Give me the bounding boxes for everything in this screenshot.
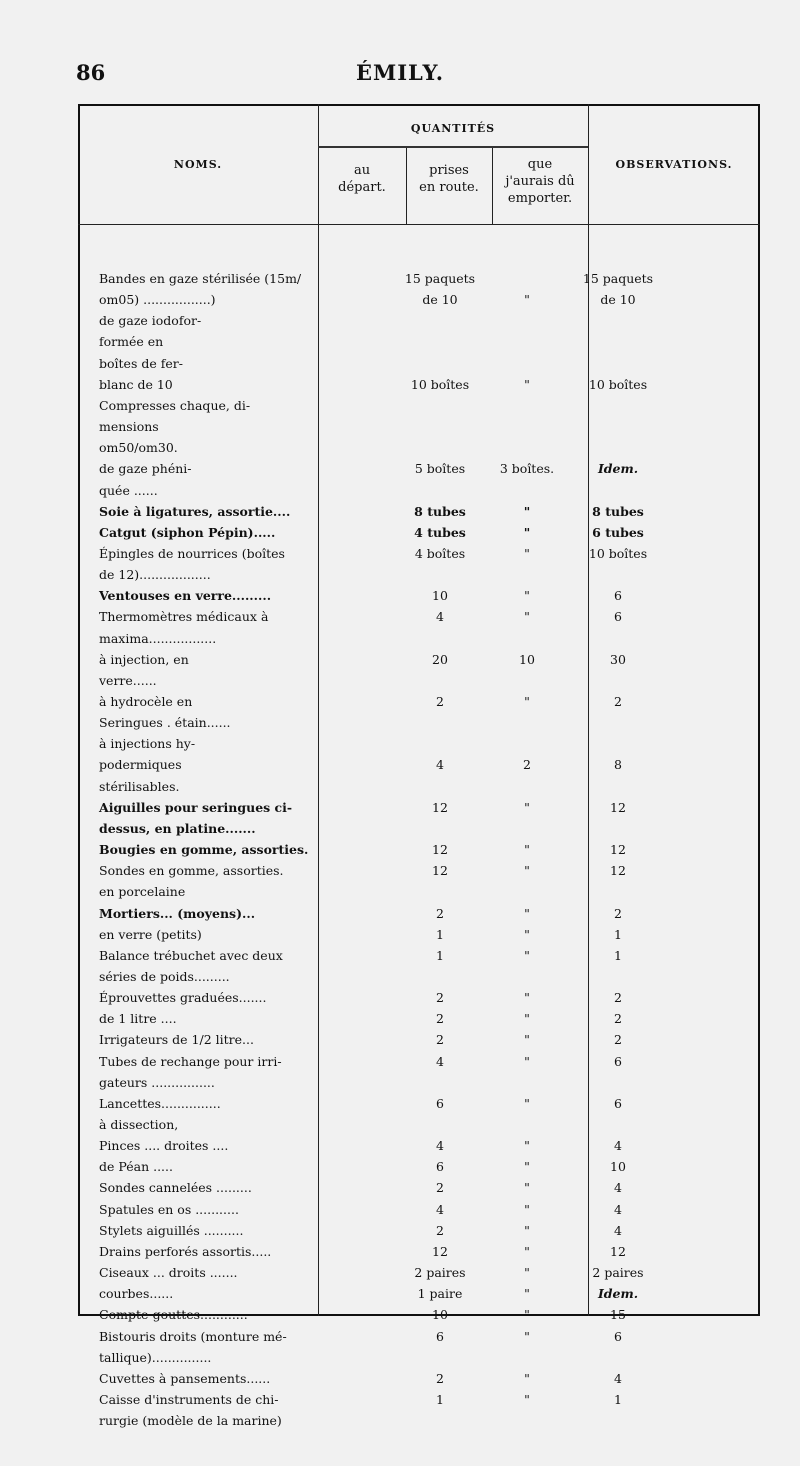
qty-depart: 1 paire [417,1286,463,1302]
qty-emporter: 2 [614,1011,622,1027]
table-row [78,1177,760,1198]
item-name: Bistouris droits (monture mé- [99,1328,287,1344]
qty-emporter: 8 [614,757,622,773]
qty-emporter: 4 [614,1222,622,1238]
qty-depart: 2 [436,990,444,1006]
table-row [78,585,760,606]
table-row [78,416,760,437]
qty-emporter: 10 boîtes [588,545,648,561]
running-title: ÉMILY. [355,60,445,85]
qty-emporter: 30 [610,651,626,667]
table-row [78,480,760,501]
table-row [78,1008,760,1029]
qty-route: " [524,947,530,963]
qty-route: " [524,1011,530,1027]
item-name: quée ...... [99,482,158,498]
table-row [78,395,760,416]
qty-depart: 2 [436,1180,444,1196]
item-name: Épingles de nourrices (boîtes [99,545,285,561]
table-row [78,628,760,649]
item-name: Stylets aiguillés .......... [99,1222,244,1238]
table-row [78,289,760,310]
table-row [78,1135,760,1156]
header-quantites: QUANTITÉS [410,122,496,135]
qty-depart: 1 [436,1391,444,1407]
table-row [78,1199,760,1220]
qty-route: " [524,1328,530,1344]
qty-route: 2 [523,757,531,773]
qty-depart: 2 [436,905,444,921]
item-name: à hydrocèle en [99,694,193,709]
item-name: Caisse d'instruments de chi- [99,1391,279,1407]
table-row [78,966,760,987]
qty-emporter: 1 [614,1391,622,1407]
qty-depart: 20 [432,651,448,667]
qty-emporter: 2 [614,990,622,1006]
item-name: maxima................. [99,630,217,646]
item-name: Cuvettes à pansements...... [99,1370,271,1386]
item-name: Compte-gouttes............ [99,1307,248,1323]
item-name: Bougies en gomme, assorties. [99,842,309,858]
qty-emporter: 15 [610,1307,626,1323]
qty-emporter: 10 boîtes [588,376,648,392]
table-row [78,776,760,797]
table-row [78,797,760,818]
header-prises-line1: prises [429,163,469,178]
qty-emporter: 6 [614,609,622,625]
item-name: om50/om30. [99,440,178,456]
qty-emporter: 1 [614,947,622,963]
table-row [78,331,760,352]
qty-route: " [524,694,530,709]
item-name: Pinces .... droites .... [99,1138,229,1154]
table-row [78,903,760,924]
item-name: à injections hy- [99,736,196,752]
table-row [78,1347,760,1368]
table-row [78,606,760,627]
qty-depart: 1 [436,926,444,942]
qty-emporter: 6 [614,1053,622,1069]
item-name: de Péan ..... [99,1159,173,1175]
qty-route: 3 boîtes. [499,461,555,477]
qty-emporter: 6 [614,1328,622,1344]
item-name: Éprouvettes graduées....... [99,990,267,1006]
table-row [78,1051,760,1072]
qty-emporter: 4 [614,1201,622,1217]
header-emporter-line3: emporter. [507,191,573,206]
qty-depart: 4 [436,609,444,625]
table-row [78,1304,760,1325]
item-name: stérilisables. [99,778,180,794]
qty-depart: 4 [436,1138,444,1154]
qty-route: " [523,503,531,519]
header-au-depart-line2: départ. [338,180,386,195]
qty-depart: 10 boîtes [410,376,470,392]
qty-emporter: 1 [614,926,622,942]
table-row [78,1029,760,1050]
qty-route: " [524,1243,530,1259]
qty-route: " [524,609,530,625]
item-name: mensions [99,419,159,435]
qty-depart: 2 paires [414,1265,466,1281]
table-row [78,268,760,289]
item-name: gateurs ................ [99,1074,215,1090]
qty-depart: 4 [436,1201,444,1217]
table-row [78,945,760,966]
qty-depart: 6 [436,1159,444,1175]
qty-route: " [524,1391,530,1407]
item-name: Ventouses en verre......... [99,588,272,604]
qty-route: " [524,1032,530,1048]
item-name: Aiguilles pour seringues ci- [99,799,293,815]
qty-emporter: Idem. [597,461,639,477]
qty-emporter: 2 [614,1032,622,1048]
qty-route: " [524,1370,530,1386]
item-name: en porcelaine [99,884,186,900]
item-name: Bandes en gaze stérilisée (15m/ [99,271,302,286]
table-row [78,564,760,585]
table-row [78,818,760,839]
item-name: de gaze phéni- [99,461,192,477]
header-emporter-line1: que [527,157,553,172]
table-row [78,1156,760,1177]
item-name: en verre (petits) [99,926,202,942]
table-row [78,1114,760,1135]
item-name: Compresses chaque, di- [99,397,251,413]
qty-emporter: 6 [614,588,622,604]
qty-depart: 15 paquets [404,271,476,286]
qty-route: " [524,1053,530,1069]
item-name: à dissection, [99,1117,179,1132]
item-name: rurgie (modèle de la marine) [99,1413,282,1429]
table-row [78,733,760,754]
item-name: Ciseaux ... droits ....... [99,1265,238,1281]
qty-route: " [524,545,530,561]
table-row [78,712,760,733]
quantites-rule [318,146,588,148]
table-row [78,543,760,564]
qty-depart: 4 tubes [414,524,466,540]
item-name: Catgut (siphon Pépin)..... [99,524,276,540]
qty-depart: 12 [432,799,448,815]
qty-route: " [524,1286,530,1302]
table-row [78,881,760,902]
qty-depart: 1 [436,947,444,963]
qty-emporter: 12 [610,842,626,858]
table-row [78,1262,760,1283]
item-name: Spatules en os ........... [99,1201,239,1217]
qty-depart: 12 [432,1243,448,1259]
item-name: à injection, en [99,651,189,667]
qty-depart: 12 [432,863,448,879]
item-name: boîtes de fer- [99,355,183,371]
qty-route: " [524,1307,530,1323]
item-name: dessus, en platine....... [99,820,256,836]
item-name: Soie à ligatures, assortie.... [99,503,291,519]
table-row [78,522,760,543]
header-emporter [492,156,588,207]
item-name: Drains perforés assortis..... [99,1243,272,1259]
qty-emporter: de 10 [600,292,636,308]
qty-depart: 12 [432,842,448,858]
table-row [78,1389,760,1410]
table-row [78,1326,760,1347]
item-name: Balance trébuchet avec deux [99,947,283,963]
header-emporter-line2: j'aurais dû [505,174,575,189]
table-row [78,754,760,775]
qty-route: " [524,292,530,308]
qty-emporter: 15 paquets [582,271,654,286]
qty-depart: 2 [436,1032,444,1048]
item-name: Thermomètres médicaux à [99,609,269,625]
qty-route: " [523,524,531,540]
qty-depart: 5 boîtes [414,461,466,477]
table-row [78,691,760,712]
table-row [78,1241,760,1262]
qty-emporter: 10 [610,1159,626,1175]
item-name: verre...... [99,672,157,688]
qty-route: " [524,1180,530,1196]
qty-route: 10 [519,651,535,667]
qty-route: " [524,990,530,1006]
table-row [78,437,760,458]
qty-depart: 2 [436,1011,444,1027]
header-au-depart-line1: au [353,163,371,178]
header-prises-line2: en route. [419,180,479,195]
qty-depart: 4 [436,757,444,773]
qty-route: " [524,799,530,815]
item-name: de 12).................. [99,567,211,583]
qty-emporter: 6 tubes [592,524,644,540]
table-row [78,1093,760,1114]
header-noms: NOMS. [173,158,223,171]
table-row [78,924,760,945]
qty-emporter: 4 [614,1180,622,1196]
table-row [78,670,760,691]
qty-depart: 6 [436,1328,444,1344]
qty-emporter: 4 [614,1370,622,1386]
item-name: de gaze iodofor- [99,313,202,329]
qty-route: " [524,842,530,858]
qty-depart: 2 [436,694,444,709]
table-row [78,839,760,860]
qty-emporter: 12 [610,863,626,879]
qty-emporter: 12 [610,799,626,815]
item-name: tallique)............... [99,1349,212,1365]
table-row [78,374,760,395]
qty-emporter: Idem. [597,1286,639,1302]
item-name: podermiques [99,757,182,773]
qty-depart: 10 [432,1307,448,1323]
item-name: Irrigateurs de 1/2 litre... [99,1032,254,1048]
header-rule [78,224,760,225]
table-row [78,1368,760,1389]
item-name: Sondes cannelées ......... [99,1180,252,1196]
qty-emporter: 4 [614,1138,622,1154]
qty-route: " [524,1265,530,1281]
table-row [78,458,760,479]
item-name: Tubes de rechange pour irri- [99,1053,282,1069]
table-row [78,310,760,331]
item-name: om05) .................) [99,292,216,308]
item-name: Lancettes............... [99,1095,221,1111]
qty-depart: 4 [436,1053,444,1069]
qty-route: " [524,905,530,921]
qty-route: " [524,1095,530,1111]
qty-route: " [524,1222,530,1238]
page-number: 86 [76,60,106,85]
item-name: blanc de 10 [99,376,173,392]
qty-route: " [524,1201,530,1217]
table-row [78,1410,760,1431]
header-au-depart [318,162,406,196]
table-row [78,353,760,374]
qty-emporter: 6 [614,1095,622,1111]
qty-route: " [524,376,530,392]
qty-route: " [524,588,530,604]
qty-depart: de 10 [422,292,458,308]
table-row [78,1283,760,1304]
item-name: séries de poids......... [99,968,230,984]
header-prises [406,162,492,196]
qty-depart: 4 boîtes [414,545,466,561]
item-name: Mortiers... (moyens)... [99,905,256,921]
qty-emporter: 8 tubes [592,503,644,519]
qty-emporter: 12 [610,1243,626,1259]
qty-depart: 2 [436,1370,444,1386]
table-row [78,987,760,1008]
qty-depart: 2 [436,1222,444,1238]
item-name: Seringues . étain...... [99,715,231,731]
item-name: formée en [99,334,164,350]
qty-route: " [524,926,530,942]
qty-emporter: 2 paires [592,1265,644,1281]
qty-route: " [524,1138,530,1154]
table-row [78,860,760,881]
qty-depart: 6 [436,1095,444,1111]
qty-emporter: 2 [614,694,622,709]
table-row [78,649,760,670]
table-row [78,1220,760,1241]
header-observations: OBSERVATIONS. [615,158,733,171]
qty-route: " [524,863,530,879]
qty-depart: 10 [432,588,448,604]
table-row [78,501,760,522]
item-name: de 1 litre .... [99,1011,177,1027]
item-name: Sondes en gomme, assorties. [99,863,284,879]
item-name: courbes...... [99,1286,174,1302]
qty-depart: 8 tubes [414,503,466,519]
qty-emporter: 2 [614,905,622,921]
qty-route: " [524,1159,530,1175]
table-row [78,1072,760,1093]
